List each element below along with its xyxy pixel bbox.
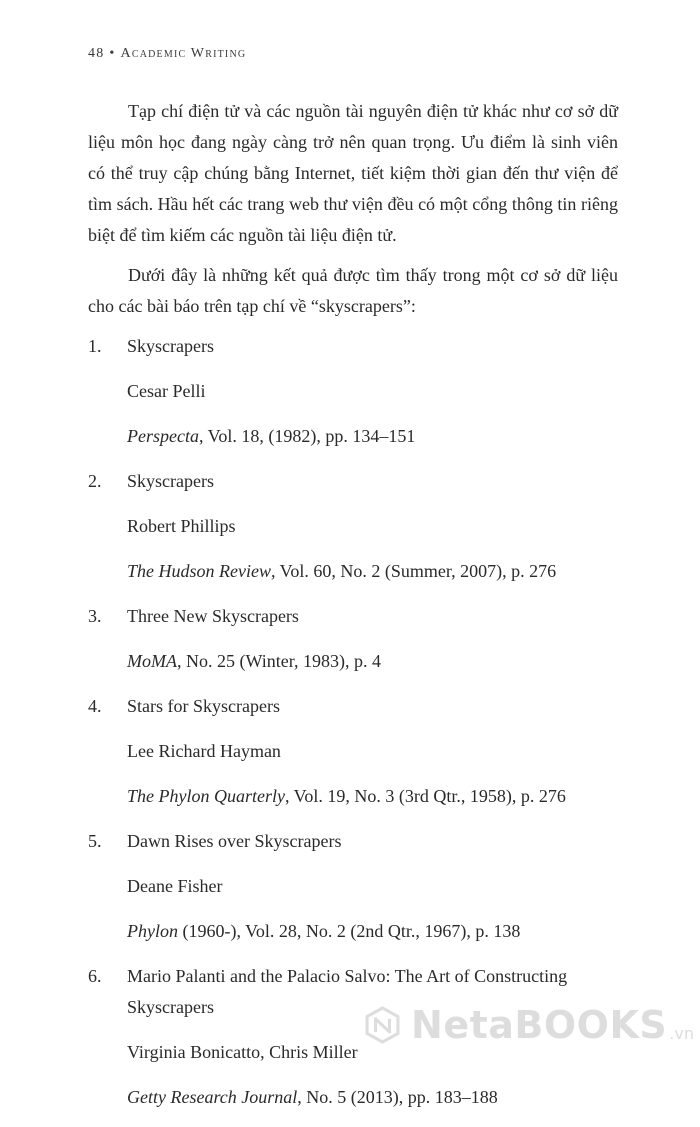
netabooks-watermark bbox=[364, 995, 694, 1055]
reference-item bbox=[88, 331, 618, 452]
reference-number: 5. bbox=[88, 831, 102, 851]
reference-details: , Vol. 19, No. 3 (3rd Qtr., 1958), p. 276 bbox=[284, 786, 566, 806]
reference-details: (1960-), Vol. 28, No. 2 (2nd Qtr., 1967), p. 138 bbox=[178, 921, 521, 941]
reference-source bbox=[127, 1082, 618, 1113]
reference-title: Skyscrapers bbox=[127, 471, 214, 491]
reference-item bbox=[88, 601, 618, 677]
reference-journal: The Phylon Quarterly bbox=[127, 786, 285, 806]
reference-source bbox=[127, 781, 618, 812]
reference-number: 2. bbox=[88, 471, 102, 491]
header-separator: • bbox=[109, 46, 116, 61]
reference-author: Deane Fisher bbox=[127, 876, 223, 896]
reference-details: , No. 5 (2013), pp. 183–188 bbox=[297, 1087, 498, 1107]
paragraph-electronic-resources: Tạp chí điện tử và các nguồn tài nguyên điện tử khác như cơ sở dữ liệu môn học đang ngày càng trở nên quan trọng. Ưu điểm là sinh viên có thể truy cập chúng bằng Internet, tiết kiệm thời gian đến thư viện để tìm sách. Hầu hết các trang web thư viện đều có một cổng thông tin riêng biệt để tìm kiếm các nguồn tài liệu điện tử. bbox=[88, 101, 618, 245]
reference-item bbox=[88, 691, 618, 812]
reference-author: Lee Richard Hayman bbox=[127, 741, 281, 761]
reference-journal: Getty Research Journal bbox=[127, 1087, 298, 1107]
reference-details: , No. 25 (Winter, 1983), p. 4 bbox=[176, 651, 382, 671]
reference-details: , Vol. 18, (1982), pp. 134–151 bbox=[198, 426, 416, 446]
reference-number: 1. bbox=[88, 336, 102, 356]
reference-number: 4. bbox=[88, 696, 102, 716]
reference-details: , Vol. 60, No. 2 (Summer, 2007), p. 276 bbox=[270, 561, 557, 581]
reference-title: Three New Skyscrapers bbox=[127, 606, 299, 626]
reference-journal: MoMA bbox=[127, 651, 177, 671]
reference-title: Stars for Skyscrapers bbox=[127, 696, 280, 716]
reference-item bbox=[88, 466, 618, 587]
reference-journal: Perspecta bbox=[127, 426, 199, 446]
reference-journal: Phylon bbox=[127, 921, 178, 941]
netabooks-logo-icon bbox=[364, 1001, 401, 1049]
reference-title: Skyscrapers bbox=[127, 336, 214, 356]
reference-number: 3. bbox=[88, 606, 102, 626]
watermark-domain: .vn bbox=[669, 1023, 694, 1043]
reference-source bbox=[127, 556, 618, 587]
reference-item bbox=[88, 826, 618, 947]
page-body bbox=[88, 96, 618, 1127]
reference-author: Robert Phillips bbox=[127, 516, 236, 536]
reference-author: Virginia Bonicatto, Chris Miller bbox=[127, 1042, 358, 1062]
reference-title: Dawn Rises over Skyscrapers bbox=[127, 831, 342, 851]
running-head bbox=[88, 46, 246, 62]
reference-author: Cesar Pelli bbox=[127, 381, 206, 401]
reference-title: Mario Palanti and the Palacio Salvo: The Art of Constructing Skyscrapers bbox=[127, 966, 568, 1017]
reference-journal: The Hudson Review bbox=[127, 561, 271, 581]
page-number: 48 bbox=[88, 46, 105, 61]
book-title: Academic Writing bbox=[120, 46, 247, 61]
reference-source bbox=[127, 421, 618, 452]
reference-source bbox=[127, 646, 618, 677]
watermark-brand: NetaBOOKS bbox=[411, 1003, 668, 1047]
reference-number: 6. bbox=[88, 966, 102, 986]
reference-source bbox=[127, 916, 618, 947]
paragraph-search-results-intro: Dưới đây là những kết quả được tìm thấy trong một cơ sở dữ liệu cho các bài báo trên tạp chí về “skyscrapers”: bbox=[88, 265, 618, 316]
